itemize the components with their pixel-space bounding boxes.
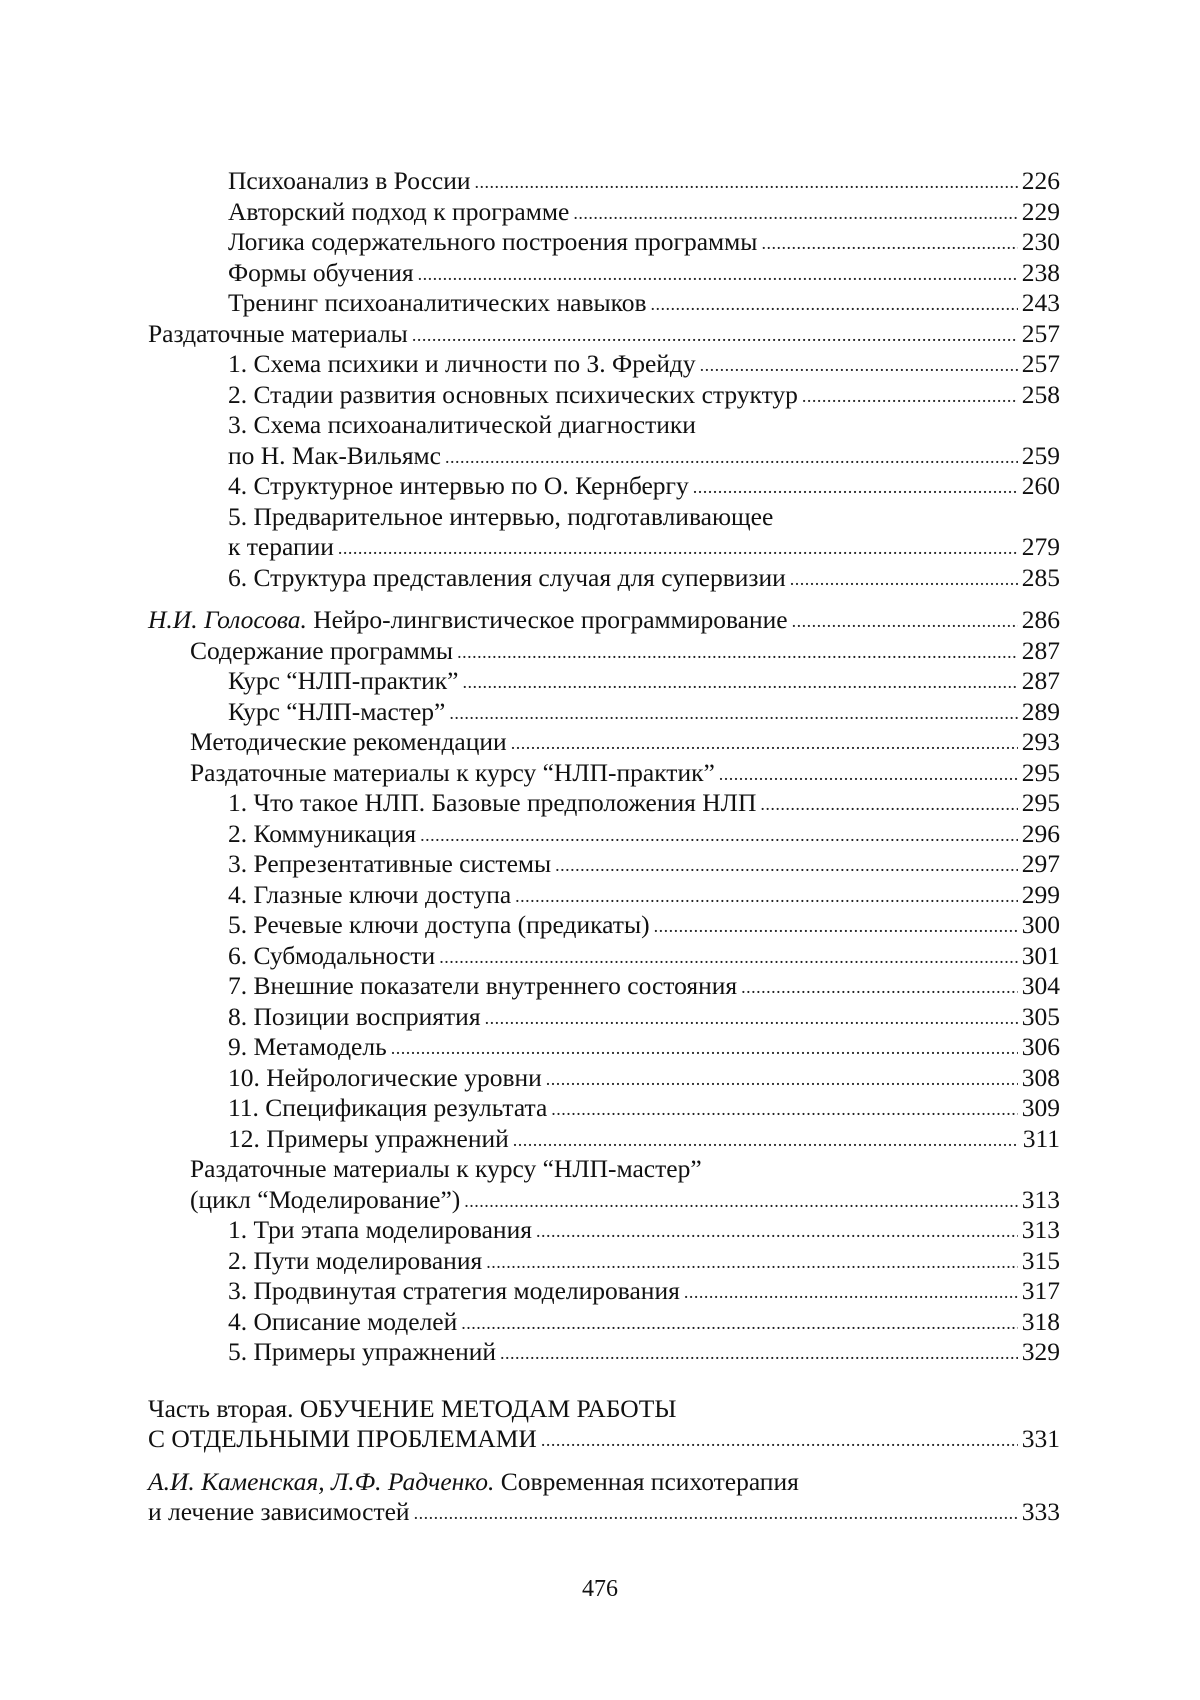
toc-entry-text: Формы обучения [228, 257, 414, 287]
toc-entry-page-number: 257 [1021, 318, 1060, 348]
toc-entry-text: 2. Пути моделирования [228, 1245, 483, 1275]
toc-entry-title [228, 819, 416, 850]
toc-entry-title [148, 1467, 799, 1498]
toc-entry [148, 258, 1060, 289]
toc-entry-title [190, 636, 453, 667]
dot-leader [475, 167, 1018, 198]
toc-entry [148, 532, 1060, 563]
toc-entry [148, 880, 1060, 911]
toc-entry [148, 1424, 1060, 1455]
toc-entry-text: Авторский подход к программе [228, 196, 570, 226]
dot-leader [654, 911, 1018, 942]
toc-entry [148, 1276, 1060, 1307]
toc-entry-text: 6. Структура представления случая для супервизии [228, 562, 786, 592]
toc-entry-text: Нейро-лингвистическое программирование [306, 605, 788, 634]
toc-entry-page-number: 259 [1021, 440, 1060, 470]
toc-entry-title [228, 910, 650, 941]
toc-entry-title [228, 697, 445, 728]
dot-leader [651, 289, 1018, 320]
toc-entry-page-number: 309 [1021, 1093, 1060, 1122]
dot-leader [445, 442, 1018, 473]
dot-leader [414, 1498, 1018, 1529]
toc-entry-title [228, 532, 334, 563]
toc-entry-text: 12. Примеры упражнений [228, 1123, 509, 1153]
dot-leader [536, 1216, 1018, 1247]
toc-entry-page-number: 258 [1021, 379, 1060, 409]
toc-entry-text: 5. Предварительное интервью, подготавливающее [228, 501, 774, 531]
toc-entry [148, 819, 1060, 850]
toc-entry-page-number: 238 [1021, 257, 1060, 287]
toc-entry [148, 1124, 1060, 1155]
toc-entry-page-number: 313 [1021, 1184, 1060, 1214]
toc-entry-title [228, 349, 696, 380]
toc-entry-title [148, 1497, 410, 1528]
toc-entry-title [228, 1246, 482, 1277]
dot-leader [511, 728, 1018, 759]
toc-entry-text: 4. Структурное интервью по О. Кернбергу [228, 471, 689, 500]
toc-entry [148, 1497, 1060, 1528]
toc-entry-text: 5. Речевые ключи доступа (предикаты) [228, 910, 650, 939]
toc-entry-page-number: 279 [1021, 532, 1060, 561]
dot-leader [760, 789, 1017, 820]
dot-leader [790, 564, 1018, 595]
toc-entry [148, 197, 1060, 228]
dot-leader [792, 606, 1018, 637]
toc-entry-text: Часть вторая. ОБУЧЕНИЕ МЕТОДАМ РАБОТЫ [148, 1393, 677, 1423]
toc-entry [148, 727, 1060, 758]
toc-entry-text: Содержание программы [190, 635, 454, 665]
toc-entry-title [228, 380, 798, 411]
toc-entry-title [190, 727, 507, 758]
toc-entry-page-number: 230 [1021, 227, 1060, 256]
toc-entry [148, 697, 1060, 728]
toc-entry-text: Современная психотерапия [494, 1466, 799, 1496]
toc-entry-text: 10. Нейрологические уровни [228, 1062, 542, 1092]
dot-leader [420, 820, 1018, 851]
toc-entry-title [228, 1063, 542, 1094]
toc-entry-page-number: 295 [1021, 788, 1060, 817]
toc-entry-title [228, 441, 441, 472]
toc-entry-title [148, 1424, 537, 1455]
toc-entry-title [148, 319, 408, 350]
toc-entry [148, 941, 1060, 972]
toc-entry-text: (цикл “Моделирование”) [190, 1184, 461, 1214]
toc-entry-page-number: 313 [1021, 1215, 1060, 1244]
toc-entry-page-number: 243 [1021, 288, 1060, 317]
dot-leader [338, 533, 1018, 564]
toc-entry [148, 788, 1060, 819]
toc-entry [148, 1002, 1060, 1033]
toc-entry-author: А.И. Каменская, Л.Ф. Радченко. [148, 1466, 495, 1496]
dot-leader [802, 381, 1018, 412]
toc-entry-author: Н.И. Голосова. [148, 605, 307, 634]
toc-entry-title [148, 605, 788, 636]
toc-entry-title [190, 1185, 460, 1216]
dot-leader [515, 881, 1018, 912]
toc-entry-title [228, 1276, 680, 1307]
toc-entry-text: 6. Субмодальности [228, 940, 436, 970]
toc-entry-page-number: 329 [1021, 1337, 1060, 1366]
toc-entry-page-number: 285 [1021, 562, 1060, 592]
dot-leader [546, 1064, 1018, 1095]
dot-leader [551, 1094, 1017, 1125]
toc-entry-text: 1. Схема психики и личности по З. Фрейду [228, 349, 696, 378]
toc-entry-title [228, 666, 458, 697]
toc-entry-page-number: 308 [1021, 1062, 1060, 1092]
dot-leader [719, 759, 1018, 790]
dot-leader [573, 198, 1017, 229]
toc-entry-title [228, 1002, 481, 1033]
toc-entry-title [228, 1215, 532, 1246]
toc-entry [148, 1185, 1060, 1216]
toc-entry-title [228, 1032, 387, 1063]
dot-leader [449, 698, 1017, 729]
toc-entry [148, 471, 1060, 502]
toc-entry-page-number: 305 [1021, 1001, 1060, 1031]
toc-entry-title [228, 849, 551, 880]
page-number: 476 [582, 1576, 618, 1602]
toc-entry [148, 1246, 1060, 1277]
toc-entry-title [228, 971, 737, 1002]
toc-entry [148, 563, 1060, 594]
dot-leader [741, 972, 1018, 1003]
toc-entry-text: по Н. Мак-Вильямс [228, 440, 442, 470]
toc-entry [148, 410, 1060, 441]
toc-entry-title [228, 471, 689, 502]
toc-entry-title [228, 1307, 457, 1338]
toc-entry [148, 849, 1060, 880]
toc-entry [148, 288, 1060, 319]
toc-entry-text: Логика содержательного построения программы [228, 227, 758, 256]
toc-entry-page-number: 301 [1021, 940, 1060, 970]
toc-entry-text: 9. Метамодель [228, 1032, 387, 1061]
toc-entry-page-number: 331 [1021, 1424, 1060, 1453]
toc-entry-text: 2. Коммуникация [228, 818, 417, 848]
toc-entry [148, 349, 1060, 380]
toc-entry-page-number: 318 [1021, 1306, 1060, 1336]
dot-leader [457, 637, 1018, 668]
toc-entry-text: 4. Описание моделей [228, 1306, 458, 1336]
toc-entry-title [228, 502, 773, 533]
toc-entry [148, 227, 1060, 258]
toc-entry [148, 502, 1060, 533]
dot-leader [693, 472, 1018, 503]
toc-entry-title [190, 1154, 702, 1185]
toc-entry [148, 636, 1060, 667]
toc-entry-title [228, 880, 511, 911]
dot-leader [684, 1277, 1018, 1308]
dot-leader [700, 350, 1018, 381]
dot-leader [391, 1033, 1018, 1064]
toc-entry-title [228, 1124, 509, 1155]
toc-entry [148, 1032, 1060, 1063]
dot-leader [464, 1186, 1017, 1217]
toc-entry [148, 1394, 1060, 1425]
dot-leader [500, 1338, 1018, 1369]
toc-entry [148, 319, 1060, 350]
dot-leader [486, 1247, 1018, 1278]
toc-entry-text: Курс “НЛП-практик” [228, 666, 459, 695]
toc-entry-title [228, 227, 757, 258]
toc-entry-page-number: 286 [1021, 605, 1060, 634]
toc-entry-page-number: 260 [1021, 471, 1060, 500]
toc-entry-title [228, 941, 435, 972]
toc-entry-title [228, 288, 647, 319]
dot-leader [541, 1425, 1018, 1456]
toc-entry-text: 4. Глазные ключи доступа [228, 879, 512, 909]
toc-entry-title [228, 410, 696, 441]
toc-entry [148, 166, 1060, 197]
toc-entry-text: Раздаточные материалы к курсу “НЛП-мастер” [190, 1154, 702, 1183]
toc-entry-page-number: 295 [1021, 757, 1060, 787]
dot-leader [555, 850, 1018, 881]
dot-leader [485, 1003, 1018, 1034]
dot-leader [461, 1308, 1017, 1339]
toc-entry-text: 1. Что такое НЛП. Базовые предположения НЛП [228, 788, 757, 817]
dot-leader [439, 942, 1018, 973]
toc-entry-text: 11. Спецификация результата [228, 1093, 548, 1122]
toc-entry-page-number: 300 [1021, 910, 1060, 939]
toc-entry-title [228, 788, 756, 819]
toc-entry-text: Тренинг психоаналитических навыков [228, 288, 647, 317]
toc-entry-text: 3. Репрезентативные системы [228, 849, 552, 878]
toc-entry [148, 666, 1060, 697]
toc-entry [148, 1307, 1060, 1338]
toc-entry-page-number: 297 [1021, 849, 1060, 878]
toc-entry [148, 910, 1060, 941]
toc-entry-text: к терапии [228, 532, 334, 561]
toc-entry-text: С ОТДЕЛЬНЫМИ ПРОБЛЕМАМИ [148, 1424, 537, 1453]
toc-entry-title [228, 1337, 496, 1368]
toc-entry [148, 1337, 1060, 1368]
toc-entry-page-number: 293 [1021, 727, 1060, 756]
toc-entry-page-number: 333 [1021, 1497, 1060, 1526]
toc-entry-page-number: 299 [1021, 879, 1060, 909]
toc-entry-page-number: 296 [1021, 818, 1060, 848]
toc-entry-page-number: 315 [1021, 1245, 1060, 1275]
toc-entry-page-number: 317 [1021, 1276, 1060, 1305]
toc-entry-page-number: 289 [1021, 696, 1060, 726]
toc-entry-title [228, 563, 786, 594]
toc-entry-page-number: 226 [1021, 166, 1060, 195]
toc-entry-text: Раздаточные материалы [148, 318, 408, 348]
toc-entry-title [228, 258, 414, 289]
dot-leader [513, 1125, 1019, 1156]
toc-entry-text: 8. Позиции восприятия [228, 1001, 481, 1031]
toc-entry-text: Методические рекомендации [190, 727, 507, 756]
toc-entry-text: 7. Внешние показатели внутреннего состояния [228, 971, 738, 1000]
toc-entry-text: 3. Схема психоаналитической диагностики [228, 410, 696, 439]
toc-entry [148, 1154, 1060, 1185]
toc-entry-page-number: 287 [1021, 635, 1060, 665]
toc-entry-page-number: 306 [1021, 1032, 1060, 1061]
toc-entry-text: 3. Продвинутая стратегия моделирования [228, 1276, 680, 1305]
toc-entry [148, 1063, 1060, 1094]
toc-entry [148, 758, 1060, 789]
toc-entry-title [228, 197, 569, 228]
toc-entry [148, 605, 1060, 636]
dot-leader [418, 259, 1018, 290]
toc-entry [148, 1467, 1060, 1498]
toc-entry [148, 380, 1060, 411]
dot-leader [462, 667, 1017, 698]
toc-entry-page-number: 304 [1021, 971, 1060, 1000]
toc-entry-page-number: 257 [1021, 349, 1060, 378]
toc-entry-page-number: 311 [1022, 1123, 1060, 1153]
toc-entry-page-number: 287 [1021, 666, 1060, 695]
toc-entry-title [228, 166, 471, 197]
toc-entry [148, 441, 1060, 472]
dot-leader [761, 228, 1017, 259]
toc-entry-text: 2. Стадии развития основных психических структур [228, 379, 798, 409]
toc-entry-text: 5. Примеры упражнений [228, 1337, 497, 1366]
toc-entry-text: Психоанализ в России [228, 166, 471, 195]
toc-entry-page-number: 229 [1021, 196, 1060, 226]
toc-entry [148, 971, 1060, 1002]
toc-entry-text: 1. Три этапа моделирования [228, 1215, 532, 1244]
toc-entry-title [228, 1093, 547, 1124]
dot-leader [412, 320, 1018, 351]
toc-entry-title [148, 1394, 677, 1425]
table-of-contents [148, 166, 1060, 1528]
toc-entry-text: Курс “НЛП-мастер” [228, 696, 446, 726]
toc-entry [148, 1093, 1060, 1124]
toc-entry [148, 1215, 1060, 1246]
toc-entry-text: и лечение зависимостей [148, 1497, 410, 1526]
toc-entry-title [190, 758, 715, 789]
toc-entry-text: Раздаточные материалы к курсу “НЛП-практик” [190, 757, 715, 787]
